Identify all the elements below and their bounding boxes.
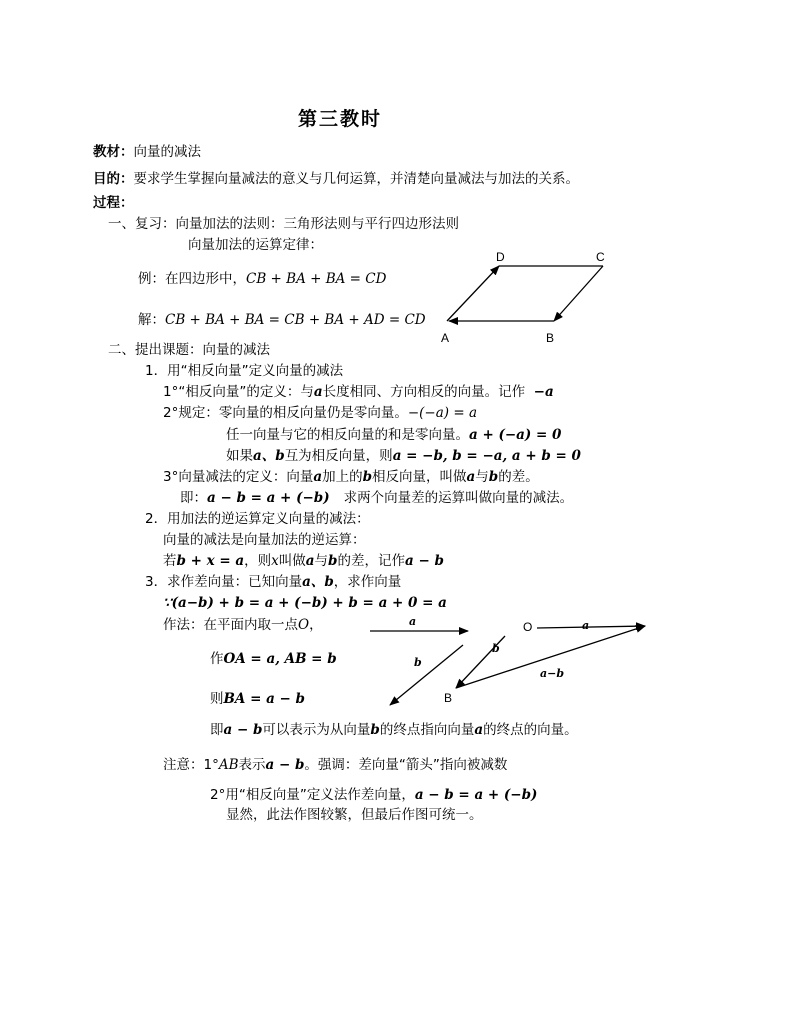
vector-a-label: a <box>409 615 417 628</box>
vector-diff-label: a−b <box>540 667 565 680</box>
var-a: a <box>313 384 323 400</box>
note-vector-ab: AB <box>218 757 239 773</box>
p2-line2-text: 若 <box>163 553 177 569</box>
p1-line2-formula: −(−a) = a <box>407 405 477 421</box>
p3-line5-text4: 的终点的向量。 <box>483 722 578 738</box>
note-text: 表示 <box>238 757 266 773</box>
p3-line4-text: 则 <box>210 691 224 707</box>
p3-line5-formula: a − b <box>223 722 263 738</box>
p3-line3 <box>210 650 337 668</box>
label-b: B <box>546 331 555 345</box>
page-title: 第三教时 <box>298 108 383 130</box>
p1-line1-text2: 长度相同、方向相反的向量。记作 <box>322 384 526 400</box>
p1-heading: 1．用“相反向量”定义向量的减法 <box>145 363 344 379</box>
var-a: a <box>313 469 323 485</box>
p1-line6-text: 即： <box>180 490 207 506</box>
note-label: 注意：1° <box>163 757 219 773</box>
note-formula: a − b <box>265 757 305 773</box>
p2-heading: 2．用加法的逆运算定义向量的减法： <box>145 511 370 527</box>
var-x: x <box>271 553 279 569</box>
p1-line5-text2: 加上的 <box>322 469 363 485</box>
note2-text: 2°用“相反向量”定义法作差向量， <box>210 787 415 803</box>
side-ad <box>447 266 499 321</box>
p1-line4-text2: 互为相反向量，则 <box>284 448 393 464</box>
p1-line2-text: 2°规定：零向量的相反向量仍是零向量。 <box>163 405 408 421</box>
var-a: a <box>474 722 484 738</box>
p2-line2-text2: ，则 <box>244 553 272 569</box>
p1-line4-text: 如果 <box>226 448 253 464</box>
p2-line2-text4: 的差，记作 <box>337 553 405 569</box>
p3-line5-text: 即 <box>210 722 224 738</box>
note-line1 <box>163 756 507 774</box>
p2-line2-formula2: a − b <box>405 553 444 569</box>
p1-line6-formula: a − b = a + (−b) <box>207 490 330 506</box>
p3-line4-formula: BA = a − b <box>223 691 305 707</box>
vector-oa-label: a <box>582 619 590 632</box>
vector-b <box>390 645 463 705</box>
p1-line1 <box>163 383 554 401</box>
point-b-label: B <box>444 691 453 705</box>
p3-line2: 作法：在平面内取一点O， <box>163 617 323 633</box>
var-b: b <box>328 553 338 569</box>
p1-line5-text3: 相反向量，叫做 <box>372 469 467 485</box>
section1-heading: 一、复习：向量加法的法则：三角形法则与平行四边形法则 <box>108 216 459 232</box>
label-a: A <box>441 331 450 345</box>
p3-line5 <box>210 721 578 739</box>
point-o-label: O <box>523 620 533 634</box>
p3-heading <box>145 573 401 591</box>
process-label: 过程： <box>93 195 134 211</box>
p1-line5-text5: 的差。 <box>498 469 539 485</box>
p1-line3 <box>226 426 561 444</box>
p2-line2-formula: b + x = a <box>176 553 245 569</box>
point-o: O <box>298 617 310 633</box>
p1-line6 <box>180 489 573 507</box>
goal-value: 要求学生掌握向量减法的意义与几何运算，并清楚向量减法与加法的关系。 <box>133 171 579 187</box>
material-value: 向量的减法 <box>133 144 201 160</box>
p1-line4-formula: a = −b, b = −a, a + b = 0 <box>392 448 581 464</box>
material-label: 教材： <box>93 144 134 160</box>
p1-line6-text2: 求两个向量差的运算叫做向量的减法。 <box>343 490 574 506</box>
neg-a: −a <box>533 384 554 400</box>
p1-line3-formula: a + (−a) = 0 <box>469 427 562 443</box>
p3-line5-text2: 可以表示为从向量 <box>262 722 371 738</box>
p3-line3-text: 作 <box>210 651 224 667</box>
var-a: a <box>305 553 315 569</box>
solution-prefix: 解： <box>138 312 165 328</box>
var-a: a <box>466 469 476 485</box>
p1-line3-text: 任一向量与它的相反向量的和是零向量。 <box>226 427 469 443</box>
solution-formula: CB + BA + BA = CB + BA + AD = CD <box>165 312 426 328</box>
var-b: b <box>370 722 380 738</box>
vector-ab-label: b <box>492 642 500 655</box>
example-formula: CB + BA + BA = CD <box>246 271 387 287</box>
label-c: C <box>596 250 605 264</box>
p3-line5-text3: 的终点指向向量 <box>379 722 475 738</box>
p1-line4 <box>226 447 581 465</box>
p1-line5-text: 3°向量减法的定义：向量 <box>163 469 314 485</box>
p2-line2-and: 与 <box>314 553 329 569</box>
section2-heading: 二、提出课题：向量的减法 <box>108 342 270 358</box>
p2-line2 <box>163 552 444 570</box>
note2-formula: a − b = a + (−b) <box>414 787 538 803</box>
section1-sub: 向量加法的运算定律： <box>188 237 323 253</box>
p3-line1: ∵(a−b) + b = a + (−b) + b = a + 0 = a <box>163 595 447 611</box>
p1-line2 <box>163 404 477 422</box>
p1-line4-vars: a、b <box>253 448 285 464</box>
goal-label: 目的： <box>93 171 134 187</box>
p3-line2-text: 作法：在平面内取一点 <box>163 617 298 633</box>
example-prefix: 例：在四边形中， <box>138 271 246 287</box>
p3-line4 <box>210 690 305 708</box>
var-b: b <box>488 469 499 485</box>
note-text2: 。强调：差向量“箭头”指向被减数 <box>304 757 508 773</box>
p1-line5-text4: 与 <box>475 469 489 485</box>
note-line2 <box>210 786 537 804</box>
p2-line2-text3: 叫做 <box>278 553 306 569</box>
p1-line1-text: 1°“相反向量”的定义：与 <box>163 384 314 400</box>
side-cb <box>554 266 603 321</box>
p3-line3-formula: OA = a, AB = b <box>223 651 337 667</box>
p3-heading-text2: ，求作向量 <box>333 574 402 590</box>
vector-oa <box>537 626 645 628</box>
vector-b-label: b <box>414 656 422 669</box>
p3-heading-text: 3．求作差向量：已知向量 <box>145 574 303 590</box>
label-d: D <box>496 250 505 264</box>
var-b: b <box>362 469 373 485</box>
note-line3: 显然，此法作图较繁，但最后作图可统一。 <box>226 807 483 823</box>
p3-heading-vars: a、b <box>302 574 334 590</box>
p1-line5 <box>163 468 539 486</box>
p2-line1: 向量的减法是向量加法的逆运算： <box>163 532 366 548</box>
